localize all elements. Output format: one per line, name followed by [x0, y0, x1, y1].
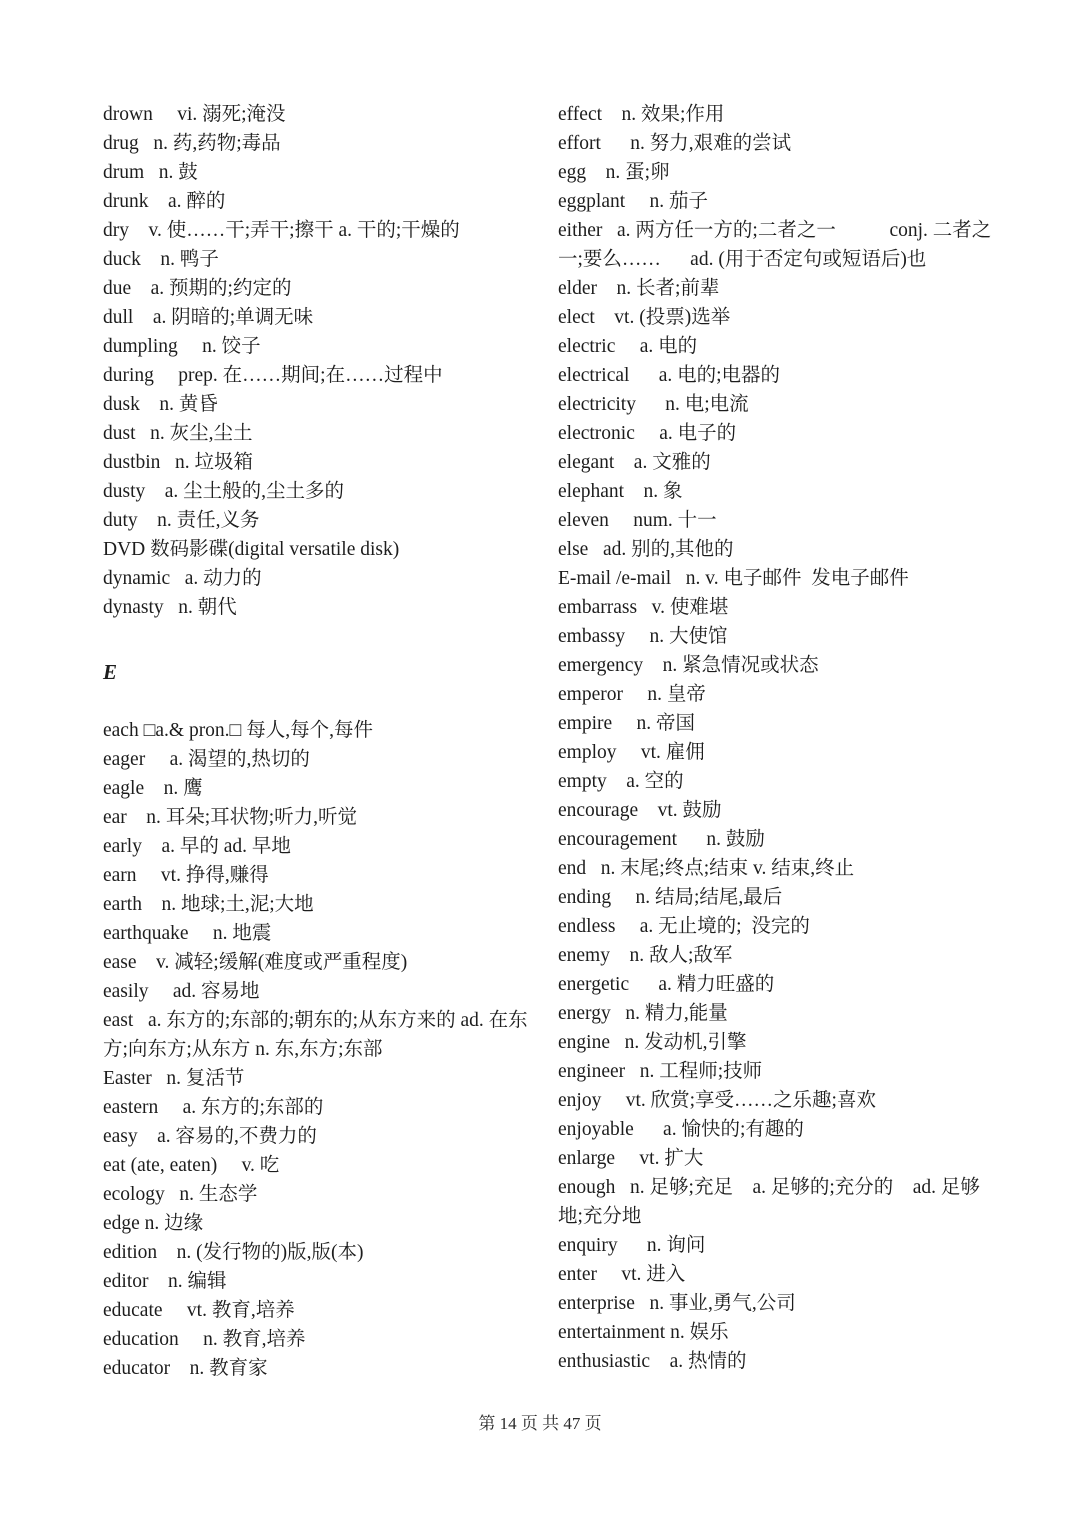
dictionary-entry: empire n. 帝国	[558, 713, 696, 734]
dictionary-entry: drug n. 药,药物;毒品	[103, 133, 281, 154]
dictionary-entry: dull a. 阴暗的;单调无味	[103, 307, 314, 328]
dictionary-entry: eat (ate, eaten) v. 吃	[103, 1155, 280, 1176]
dictionary-entry: end n. 末尾;终点;结束 v. 结束,终止	[558, 858, 855, 879]
dictionary-entry: dust n. 灰尘,尘土	[103, 423, 253, 444]
dictionary-entry: embarrass v. 使难堪	[558, 597, 729, 618]
dictionary-entry: dusty a. 尘土般的,尘土多的	[103, 481, 345, 502]
dictionary-entry: entertainment n. 娱乐	[558, 1322, 729, 1343]
dictionary-entry: encourage vt. 鼓励	[558, 800, 722, 821]
page-footer: 第 14 页 共 47 页	[478, 1414, 602, 1433]
dictionary-entry: energetic a. 精力旺盛的	[558, 974, 775, 995]
entry-list-e-left	[103, 716, 535, 1383]
section-header-e: E	[103, 660, 118, 684]
dictionary-entry: easy a. 容易的,不费力的	[103, 1126, 317, 1147]
dictionary-entry: enemy n. 敌人;敌军	[558, 945, 733, 966]
right-column	[558, 100, 995, 1376]
dictionary-entry: eggplant n. 茄子	[558, 191, 709, 212]
dictionary-entry: ear n. 耳朵;耳状物;听力,听觉	[103, 807, 358, 828]
dictionary-entry: either a. 两方任一方的;二者之一 conj. 二者之一;要么…… ad. (用于否定句或短语后)也	[558, 220, 992, 270]
dictionary-entry: electrical a. 电的;电器的	[558, 365, 781, 386]
dictionary-entry: electronic a. 电子的	[558, 423, 737, 444]
dictionary-entry: during prep. 在……期间;在……过程中	[103, 365, 443, 386]
dictionary-entry: dumpling n. 饺子	[103, 336, 261, 357]
dictionary-entry: dry v. 使……干;弄干;擦干 a. 干的;干燥的	[103, 220, 460, 241]
dictionary-entry: electricity n. 电;电流	[558, 394, 749, 415]
dictionary-entry: elegant a. 文雅的	[558, 452, 711, 473]
dictionary-entry: earthquake n. 地震	[103, 923, 272, 944]
dictionary-entry: earn vt. 挣得,赚得	[103, 865, 269, 886]
dictionary-entry: enjoyable a. 愉快的;有趣的	[558, 1119, 804, 1140]
entry-list-d	[103, 100, 535, 622]
dictionary-entry: empty a. 空的	[558, 771, 684, 792]
dictionary-entry: east a. 东方的;东部的;朝东的;从东方来的 ad. 在东方;向东方;从东方 n. 东,东方;东部	[103, 1010, 528, 1060]
dictionary-entry: ease v. 减轻;缓解(难度或严重程度)	[103, 952, 408, 973]
dictionary-entry: eleven num. 十一	[558, 510, 717, 531]
dictionary-entry: elect vt. (投票)选举	[558, 307, 731, 328]
dictionary-entry: drunk a. 醉的	[103, 191, 226, 212]
dictionary-entry: eagle n. 鹰	[103, 778, 203, 799]
dictionary-entry: endless a. 无止境的; 没完的	[558, 916, 810, 937]
dictionary-entry: emperor n. 皇帝	[558, 684, 706, 705]
dictionary-entry: energy n. 精力,能量	[558, 1003, 728, 1024]
dictionary-entry: eastern a. 东方的;东部的	[103, 1097, 324, 1118]
entry-list-e-right	[558, 100, 995, 1376]
dictionary-entry: engineer n. 工程师;技师	[558, 1061, 763, 1082]
dictionary-entry: elephant n. 象	[558, 481, 683, 502]
dictionary-entry: eager a. 渴望的,热切的	[103, 749, 310, 770]
dictionary-entry: elder n. 长者;前辈	[558, 278, 720, 299]
dictionary-entry: enough n. 足够;充足 a. 足够的;充分的 ad. 足够地;充分地	[558, 1177, 980, 1227]
dictionary-entry: edge n. 边缘	[103, 1213, 204, 1234]
dictionary-entry: effort n. 努力,艰难的尝试	[558, 133, 792, 154]
dictionary-entry: editor n. 编辑	[103, 1271, 227, 1292]
dictionary-entry: encouragement n. 鼓励	[558, 829, 765, 850]
dictionary-entry: dusk n. 黄昏	[103, 394, 218, 415]
left-column	[103, 100, 535, 1383]
dictionary-entry: enjoy vt. 欣赏;享受……之乐趣;喜欢	[558, 1090, 876, 1111]
dictionary-entry: due a. 预期的;约定的	[103, 278, 292, 299]
dictionary-entry: education n. 教育,培养	[103, 1329, 306, 1350]
dictionary-entry: enter vt. 进入	[558, 1264, 686, 1285]
dictionary-entry: effect n. 效果;作用	[558, 104, 725, 125]
dictionary-entry: else ad. 别的,其他的	[558, 539, 734, 560]
dictionary-entry: egg n. 蛋;卵	[558, 162, 670, 183]
dictionary-entry: Easter n. 复活节	[103, 1068, 245, 1089]
dictionary-entry: dynasty n. 朝代	[103, 597, 237, 618]
dictionary-entry: DVD 数码影碟(digital versatile disk)	[103, 539, 400, 560]
dictionary-entry: E-mail /e-mail n. v. 电子邮件 发电子邮件	[558, 568, 909, 589]
dictionary-entry: each □a.& pron.□ 每人,每个,每件	[103, 720, 373, 741]
dictionary-entry: earth n. 地球;土,泥;大地	[103, 894, 314, 915]
dictionary-entry: early a. 早的 ad. 早地	[103, 836, 291, 857]
dictionary-entry: enquiry n. 询问	[558, 1235, 706, 1256]
vocabulary-content	[103, 100, 995, 1383]
dictionary-entry: enlarge vt. 扩大	[558, 1148, 704, 1169]
dictionary-entry: emergency n. 紧急情况或状态	[558, 655, 819, 676]
dictionary-entry: easily ad. 容易地	[103, 981, 260, 1002]
dictionary-entry: drown vi. 溺死;淹没	[103, 104, 286, 125]
dictionary-entry: educate vt. 教育,培养	[103, 1300, 295, 1321]
dictionary-entry: engine n. 发动机,引擎	[558, 1032, 747, 1053]
dictionary-entry: dustbin n. 垃圾箱	[103, 452, 254, 473]
dictionary-entry: dynamic a. 动力的	[103, 568, 262, 589]
dictionary-entry: ending n. 结局;结尾,最后	[558, 887, 783, 908]
dictionary-entry: enterprise n. 事业,勇气,公司	[558, 1293, 796, 1314]
dictionary-entry: edition n. (发行物的)版,版(本)	[103, 1242, 364, 1263]
dictionary-entry: employ vt. 雇佣	[558, 742, 705, 763]
dictionary-entry: drum n. 鼓	[103, 162, 198, 183]
dictionary-entry: educator n. 教育家	[103, 1358, 268, 1379]
dictionary-entry: ecology n. 生态学	[103, 1184, 258, 1205]
dictionary-entry: enthusiastic a. 热情的	[558, 1351, 747, 1372]
dictionary-entry: embassy n. 大使馆	[558, 626, 728, 647]
dictionary-entry: duck n. 鸭子	[103, 249, 219, 270]
dictionary-entry: electric a. 电的	[558, 336, 698, 357]
dictionary-entry: duty n. 责任,义务	[103, 510, 260, 531]
